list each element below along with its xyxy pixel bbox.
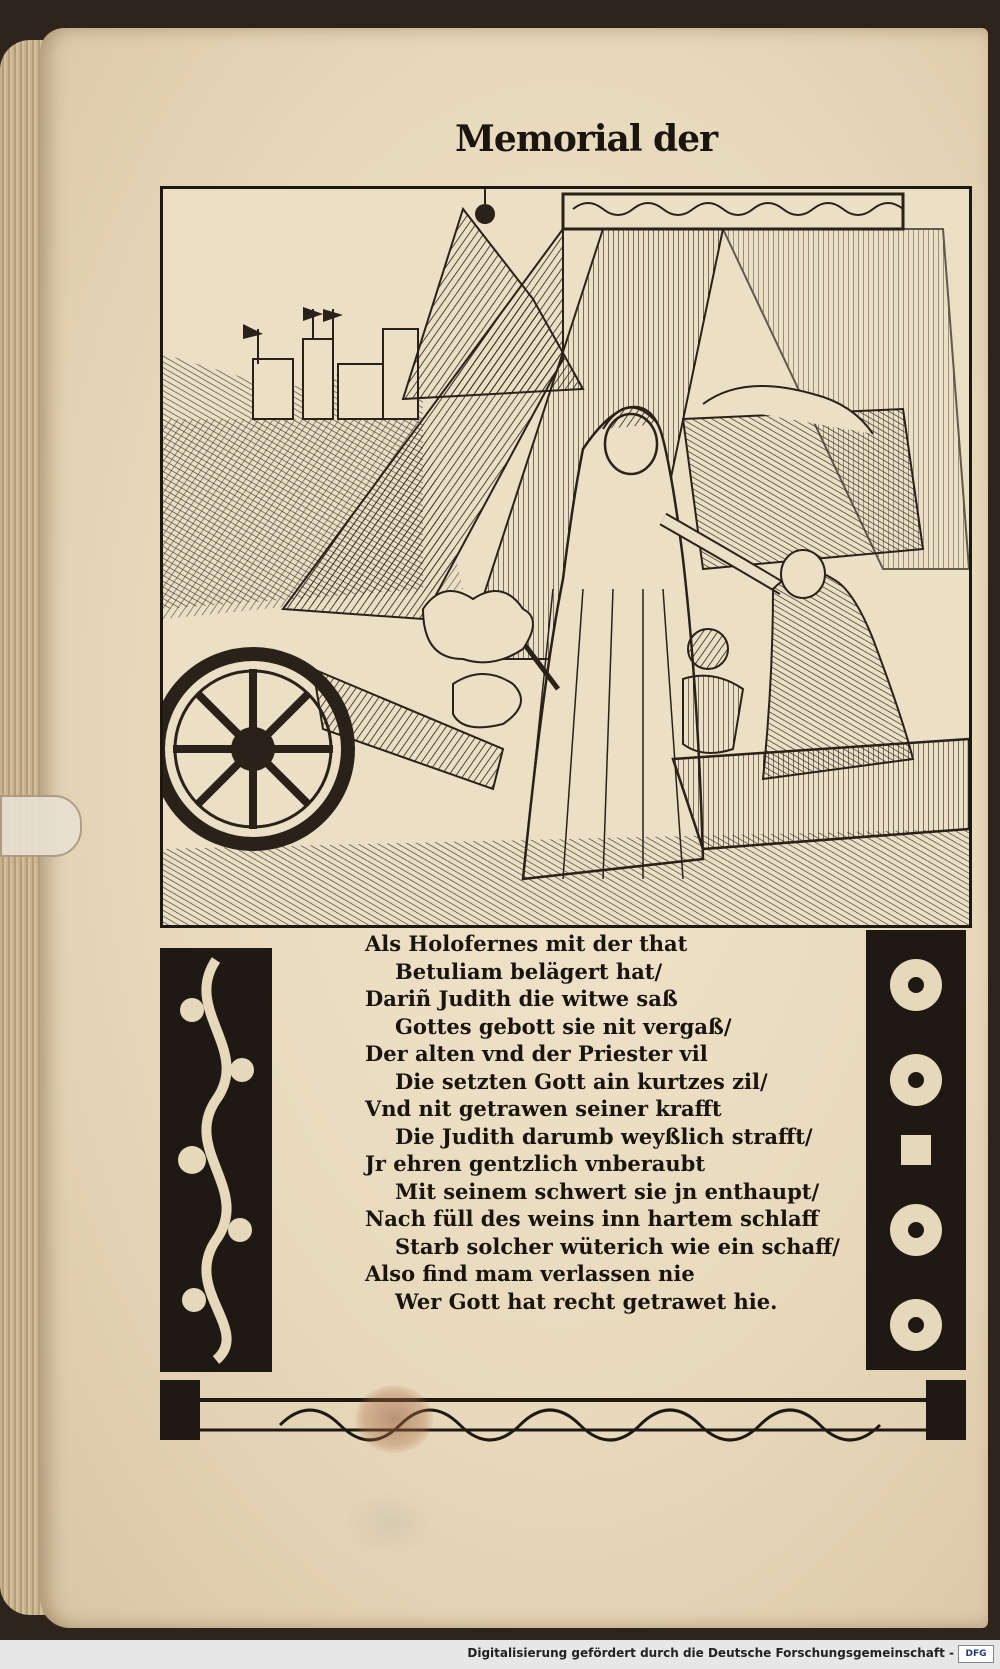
- dfg-logo-icon: DFG: [958, 1645, 994, 1663]
- verse-line: Also find mam verlassen nie: [365, 1261, 695, 1286]
- ornamental-border-left: [160, 948, 272, 1372]
- woodcut-illustration-judith: [160, 186, 972, 928]
- verse-line: Nach füll des weins inn hartem schlaff: [365, 1206, 819, 1231]
- running-head: Memorial der: [455, 118, 718, 160]
- page-clip-marker: [0, 795, 82, 857]
- verse-line: Gottes gebott sie nit vergaß/: [395, 1013, 732, 1039]
- verse-line: Als Holofernes mit der that: [365, 931, 688, 956]
- verse-line: Die Judith darumb weyßlich strafft/: [395, 1123, 813, 1149]
- verse-line: Dariñ Judith die witwe saß: [365, 986, 678, 1011]
- verse-line: Die setzten Gott ain kurtzes zil/: [395, 1068, 768, 1094]
- verse-line: Mit seinem schwert sie jn enthaupt/: [395, 1178, 820, 1204]
- ornamental-border-right: [866, 930, 966, 1370]
- verse-panel: [160, 930, 966, 1450]
- verse-line: Jr ehren gentzlich vnberaubt: [365, 1151, 706, 1176]
- paper-stain: [355, 1385, 433, 1453]
- footer-credit: Digitalisierung gefördert durch die Deutsche Forschungsgemeinschaft -: [467, 1646, 954, 1660]
- verse-line: Betuliam belägert hat/: [395, 958, 663, 984]
- verse-line: Der alten vnd der Priester vil: [365, 1041, 708, 1066]
- ornamental-border-bottom: [160, 1370, 966, 1450]
- paper-stain: [345, 1490, 435, 1555]
- verse-text: [365, 930, 845, 1360]
- verse-line: Wer Gott hat recht getrawet hie.: [395, 1288, 778, 1314]
- verse-line: Vnd nit getrawen seiner krafft: [365, 1096, 722, 1121]
- verse-line: Starb solcher wüterich wie ein schaff/: [395, 1233, 840, 1259]
